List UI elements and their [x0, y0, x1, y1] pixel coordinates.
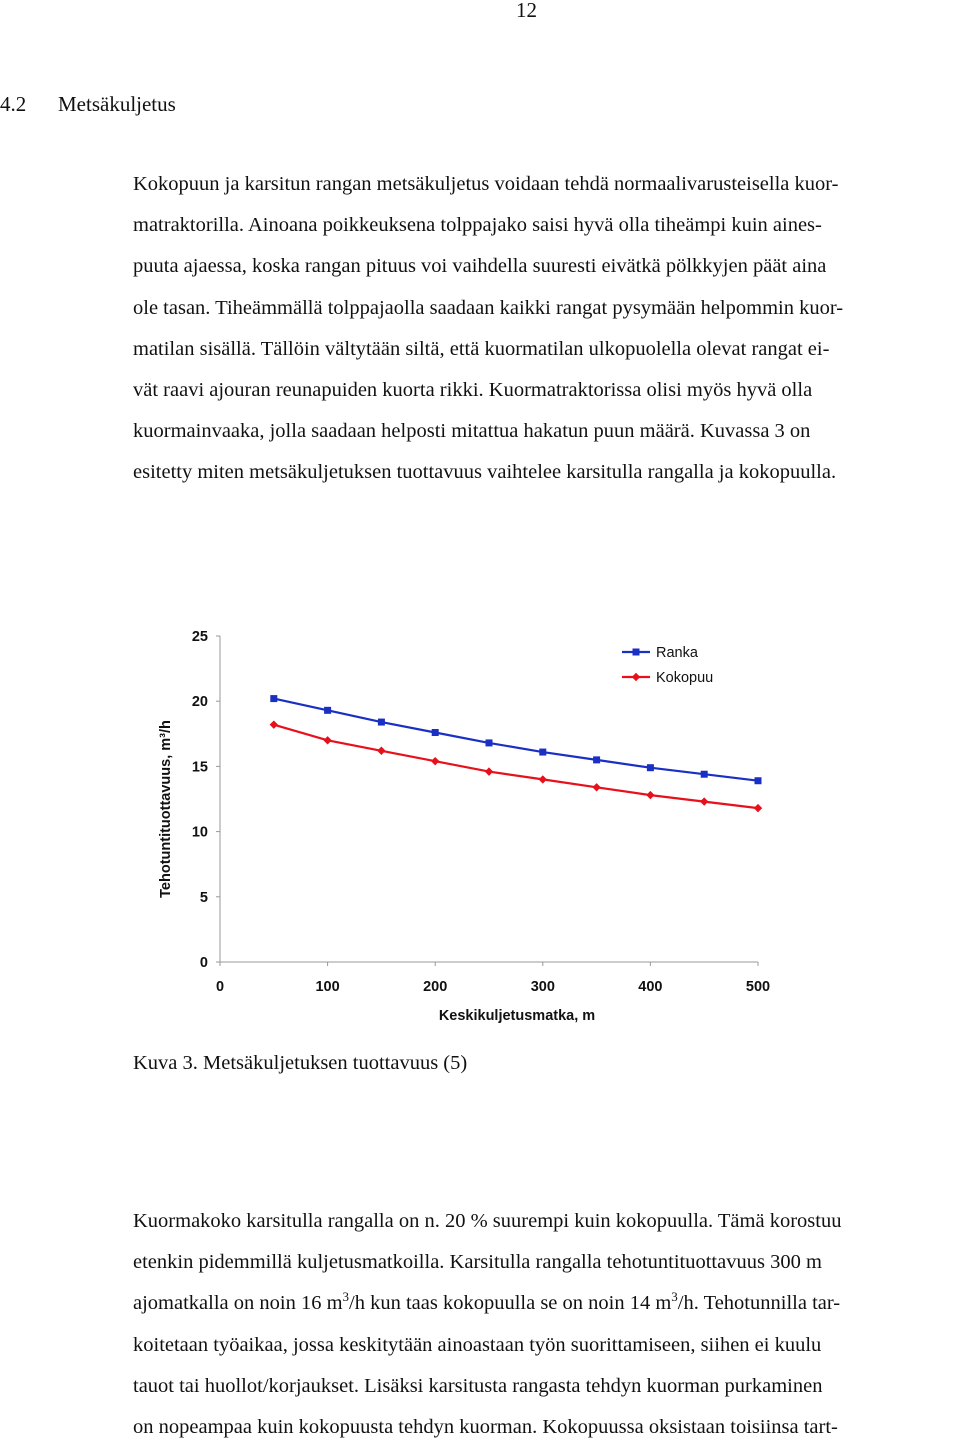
data-point	[700, 797, 708, 805]
data-point	[647, 764, 654, 771]
data-point	[701, 771, 708, 778]
x-tick-label: 100	[315, 979, 340, 995]
text-line: vät raavi ajouran reunapuiden kuorta rikki. Kuormatraktorissa olisi myös hyvä olla	[133, 379, 813, 402]
legend-marker	[632, 673, 640, 681]
data-point	[270, 695, 277, 702]
page-number: 12	[516, 0, 537, 22]
y-tick-label: 15	[191, 759, 208, 776]
text-line	[133, 1283, 960, 1324]
text-line: Kuormakoko karsitulla rangalla on n. 20 % suurempi kuin kokopuulla. Tämä korostuu	[133, 1210, 842, 1232]
text-line: etenkin pidemmillä kuljetusmatkoilla. Karsitulla rangalla tehotuntituottavuus 300 m	[133, 1251, 822, 1274]
x-tick-label: 300	[530, 979, 555, 995]
text-fragment: ajomatkalla on noin 16 m	[133, 1292, 343, 1315]
y-tick-label: 0	[199, 955, 208, 971]
data-point	[592, 783, 600, 791]
series-line-kokopuu	[274, 725, 758, 808]
text-line: matraktorilla. Ainoana poikkeuksena tolppajako saisi hyvä olla tiheämpi kuin aines-	[133, 214, 822, 237]
chart-series	[270, 695, 763, 812]
superscript: 3	[671, 1289, 678, 1305]
text-line: esitetty miten metsäkuljetuksen tuottavuus vaihtelee karsitulla rangalla ja kokopuulla.	[133, 461, 837, 484]
data-point	[323, 736, 331, 744]
superscript: 3	[342, 1289, 350, 1305]
intro-paragraph	[133, 164, 960, 494]
data-point	[755, 777, 762, 784]
x-tick-label: 400	[638, 979, 663, 995]
chart-legend	[622, 645, 713, 686]
data-point	[324, 707, 331, 714]
body-paragraph	[133, 1201, 960, 1448]
y-tick-label: 10	[191, 824, 208, 841]
data-point	[485, 767, 493, 775]
data-point	[593, 756, 600, 763]
x-tick-label: 0	[215, 979, 225, 995]
data-point	[646, 791, 654, 799]
text-line: matilan sisällä. Tällöin vältytään siltä, että kuormatilan ulkopuolella olevat rangat ei-	[133, 337, 830, 360]
legend-label: Ranka	[656, 645, 698, 661]
y-axis-label: Tehotuntituottavuus, m³/h	[158, 720, 174, 898]
data-point	[270, 720, 278, 728]
y-tick-label: 25	[191, 629, 208, 645]
text-line: koitetaan työaikaa, jossa keskitytään ainoastaan työn suorittamiseen, siihen ei kuulu	[133, 1333, 822, 1356]
data-point	[539, 775, 547, 783]
text-line: tauot tai huollot/korjaukset. Lisäksi karsitusta rangasta tehdyn kuorman purkaminen	[133, 1374, 823, 1397]
section-number: 4.2	[0, 92, 27, 116]
figure-caption: Kuva 3. Metsäkuljetuksen tuottavuus (5)	[133, 1052, 468, 1074]
legend-marker	[633, 649, 640, 656]
data-point	[539, 749, 546, 756]
data-point	[432, 729, 439, 736]
section-heading	[0, 92, 176, 117]
data-point	[378, 719, 385, 726]
y-tick-label: 5	[199, 889, 208, 906]
y-tick-label: 20	[191, 694, 208, 711]
text-fragment: /h. Tehotunnilla tar-	[677, 1292, 841, 1315]
text-line: on nopeampaa kuin kokopuusta tehdyn kuorman. Kokopuussa oksistaan toisiinsa tart-	[133, 1416, 838, 1439]
text-fragment: /h kun taas kokopuulla se on noin 14 m	[349, 1292, 672, 1315]
text-line: ole tasan. Tiheämmällä tolppajaolla saadaan kaikki rangat pysymään helpommin kuor-	[133, 296, 844, 319]
productivity-chart	[150, 620, 790, 1030]
legend-label: Kokopuu	[656, 670, 714, 686]
data-point	[486, 739, 493, 746]
data-point	[431, 757, 439, 765]
data-point	[754, 804, 762, 812]
x-tick-label: 200	[423, 979, 448, 995]
text-line: Kokopuun ja karsitun rangan metsäkuljetus voidaan tehdä normaalivarusteisella kuor-	[133, 173, 839, 195]
x-tick-label: 500	[745, 979, 771, 995]
x-axis-label: Keskikuljetusmatka, m	[438, 1008, 596, 1024]
text-line: puuta ajaessa, koska rangan pituus voi vaihdella suuresti eivätkä pölkkyjen päät aina	[133, 255, 827, 278]
data-point	[377, 747, 385, 755]
text-line: kuormainvaaka, jolla saadaan helposti mitattua hakatun puun määrä. Kuvassa 3 on	[133, 420, 811, 443]
section-title: Metsäkuljetus	[58, 92, 176, 116]
series-line-ranka	[274, 699, 758, 781]
